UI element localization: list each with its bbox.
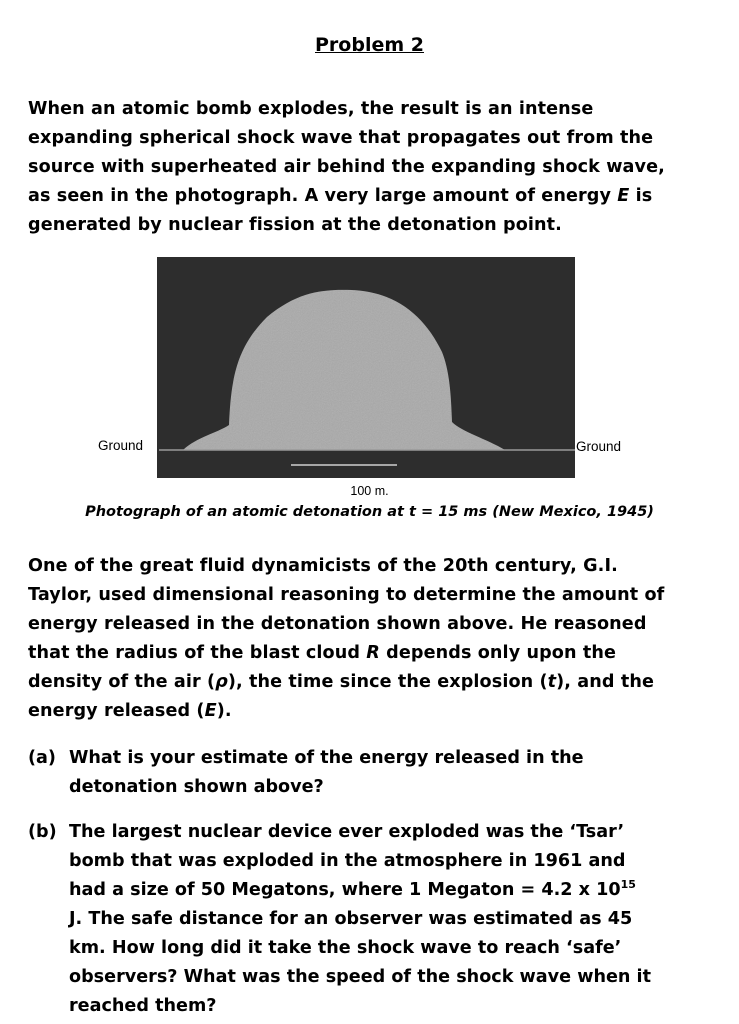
text-segment: expanding spherical shock wave that propagates out from the (28, 128, 654, 148)
text-segment: is (629, 186, 653, 206)
text-line (28, 211, 665, 240)
text-segment: that the radius of the blast cloud (28, 643, 367, 663)
fireball-image (157, 257, 575, 478)
variable: E (204, 701, 217, 721)
text-line (28, 124, 665, 153)
variable: E (617, 186, 630, 206)
text-segment: ). (216, 701, 232, 721)
text-segment: had a size of 50 Megatons, where 1 Megaton = 4.2 x 10 (69, 880, 621, 900)
ground-label-right: Ground (576, 439, 622, 454)
text-line (69, 963, 651, 992)
text-segment: What is your estimate of the energy released in the (69, 748, 584, 768)
text-line (28, 697, 664, 726)
question-text (69, 818, 651, 1021)
text-segment: One of the great fluid dynamicists of the 20th century, G.I. (28, 556, 618, 576)
text-segment: depends only upon the (379, 643, 617, 663)
text-line (69, 934, 651, 963)
text-line (69, 847, 651, 876)
ground-label-left: Ground (98, 438, 144, 453)
text-line (69, 773, 584, 802)
text-line (69, 905, 651, 934)
text-line (69, 876, 651, 905)
text-line (69, 992, 651, 1021)
text-segment: When an atomic bomb explodes, the result is an intense (28, 99, 594, 119)
text-segment: reached them? (69, 996, 217, 1016)
question-label: (a) (28, 748, 56, 768)
text-segment: source with superheated air behind the expanding shock wave, (28, 157, 665, 177)
text-line (28, 95, 665, 124)
taylor-paragraph (28, 552, 664, 726)
text-segment: detonation shown above? (69, 777, 324, 797)
figure-caption: Photograph of an atomic detonation at t = 15 ms (New Mexico, 1945) (85, 504, 654, 520)
intro-paragraph (28, 95, 665, 240)
question-text (69, 744, 584, 802)
detonation-photograph (157, 257, 575, 478)
text-line (28, 153, 665, 182)
text-line (28, 639, 664, 668)
text-segment: as seen in the photograph. A very large amount of energy (28, 186, 618, 206)
text-segment: density of the air ( (28, 672, 216, 692)
text-segment: ), and the (556, 672, 654, 692)
text-segment: J. The safe distance for an observer was estimated as 45 (69, 909, 633, 929)
variable: t (547, 672, 557, 692)
text-line (28, 610, 664, 639)
variable: ρ (215, 672, 228, 692)
scale-bar-label: 100 m. (350, 484, 389, 498)
text-line (69, 818, 651, 847)
page-title: Problem 2 (315, 34, 424, 56)
text-segment: km. How long did it take the shock wave to reach ‘safe’ (69, 938, 622, 958)
text-segment: Taylor, used dimensional reasoning to determine the amount of (28, 585, 665, 605)
text-segment: energy released ( (28, 701, 205, 721)
text-segment: ), the time since the explosion ( (227, 672, 548, 692)
variable: R (366, 643, 380, 663)
superscript: 15 (620, 878, 636, 892)
text-line (28, 182, 665, 211)
text-line (28, 668, 664, 697)
text-segment: energy released in the detonation shown above. He reasoned (28, 614, 647, 634)
text-line (69, 744, 584, 773)
text-line (28, 581, 664, 610)
text-segment: generated by nuclear fission at the detonation point. (28, 215, 562, 235)
text-segment: The largest nuclear device ever exploded was the ‘Tsar’ (69, 822, 625, 842)
text-line (28, 552, 664, 581)
question-label: (b) (28, 822, 57, 842)
text-segment: bomb that was exploded in the atmosphere in 1961 and (69, 851, 626, 871)
text-segment: observers? What was the speed of the shock wave when it (69, 967, 652, 987)
